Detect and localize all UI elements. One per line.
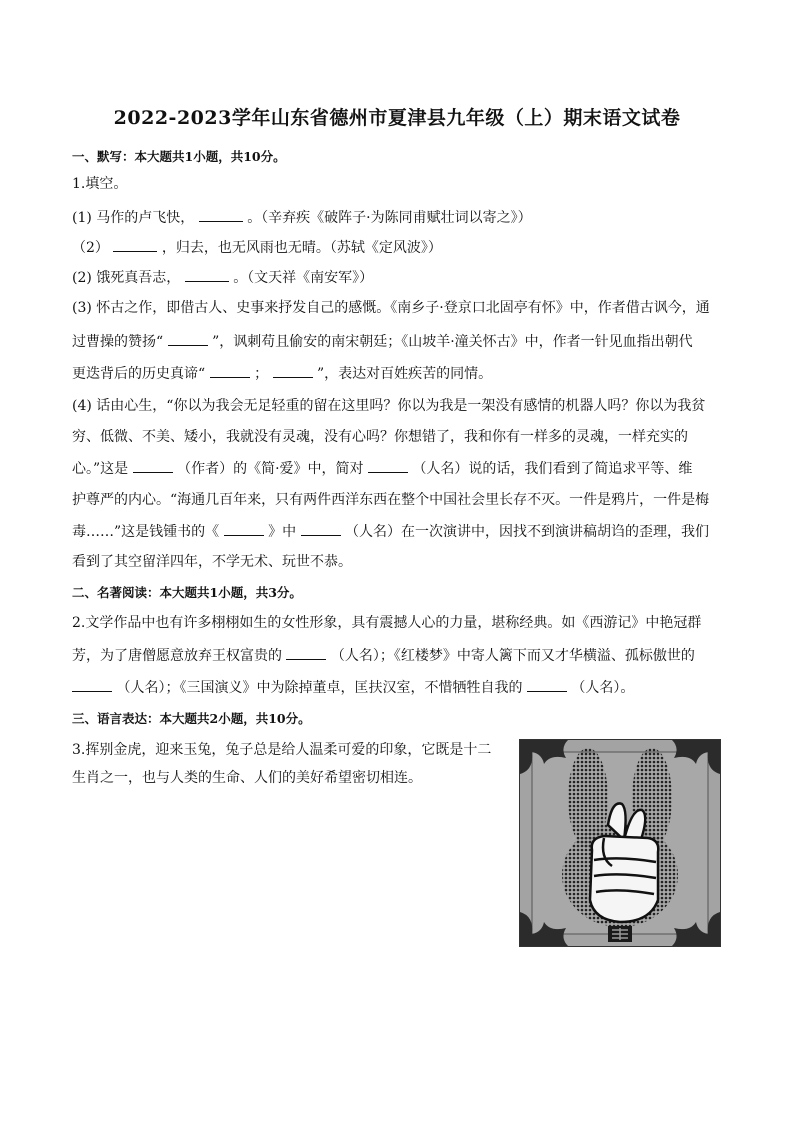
answer-blank[interactable] xyxy=(224,521,264,536)
q3-line-2: 生肖之一，也与人类的生命、人们的美好希望密切相连。 xyxy=(72,770,422,786)
section-heading-2: 二、名著阅读：本大题共1小题，共3分。 xyxy=(72,585,302,600)
answer-blank[interactable] xyxy=(273,363,313,378)
answer-blank[interactable] xyxy=(168,331,208,346)
q1-item-1: (1) 马作的卢飞快， 。（辛弃疾《破阵子·为陈同甫赋壮词以寄之》） xyxy=(72,207,532,228)
rabbit-hand-graphic xyxy=(520,740,720,946)
q1-item-3: (2) 饿死真吾志， 。（文天祥《南安军》） xyxy=(72,267,373,288)
q1-p4-line-5: 毒……”这是钱锺书的《 》中 （人名）在一次演讲中，因找不到演讲稿胡诌的歪理，我们 xyxy=(72,521,709,542)
section-heading-1: 一、默写：本大题共1小题，共10分。 xyxy=(72,149,286,164)
answer-blank[interactable] xyxy=(368,458,408,473)
answer-blank[interactable] xyxy=(527,677,567,692)
section-heading-3: 三、语言表达：本大题共2小题，共10分。 xyxy=(72,711,311,726)
answer-blank[interactable] xyxy=(113,237,157,252)
question-1-stem: 1.填空。 xyxy=(72,176,128,192)
answer-blank[interactable] xyxy=(286,645,326,660)
q1-p4-line-1: (4) 话由心生，“你以为我会无足轻重的留在这里吗？你以为我是一架没有感情的机器人吗？你以为我贫 xyxy=(72,398,706,414)
answer-blank[interactable] xyxy=(301,521,341,536)
q2-line-2: 芳，为了唐僧愿意放弃王权富贵的 （人名）；《红楼梦》中寄人篱下而又才华横溢、孤标傲世的 xyxy=(72,645,695,666)
answer-blank[interactable] xyxy=(199,207,243,222)
q1-p3-line-2: 过曹操的赞扬“ ”，讽刺苟且偷安的南宋朝廷；《山坡羊·潼关怀古》中，作者一针见血指出朝代 xyxy=(72,331,693,352)
answer-blank[interactable] xyxy=(185,267,229,282)
page-title: 2022-2023学年山东省德州市夏津县九年级（上）期末语文试卷 xyxy=(113,107,681,129)
rabbit-hand-illustration xyxy=(519,739,721,947)
q2-line-3: （人名）；《三国演义》中为除掉董卓，匡扶汉室，不惜牺牲自我的 （人名）。 xyxy=(72,677,634,698)
answer-blank[interactable] xyxy=(72,677,112,692)
q1-p4-line-2: 穷、低微、不美、矮小，我就没有灵魂，没有心吗？你想错了，我和你有一样多的灵魂，一样充实的 xyxy=(72,429,688,445)
q1-p4-line-4: 护尊严的内心。“海通几百年来，只有两件西洋东西在整个中国社会里长存不灭。一件是鸦片，一件是梅 xyxy=(72,492,710,508)
q3-line-1: 3.挥别金虎，迎来玉兔，兔子总是给人温柔可爱的印象，它既是十二 xyxy=(72,742,492,758)
answer-blank[interactable] xyxy=(210,363,250,378)
answer-blank[interactable] xyxy=(133,458,173,473)
q1-p4-line-6: 看到了其空留洋四年，不学无术、玩世不恭。 xyxy=(72,554,352,570)
q1-p3-line-3: 更迭背后的历史真谛“ ； ”，表达对百姓疾苦的同情。 xyxy=(72,363,492,384)
q1-item-2: （2） ，归去，也无风雨也无晴。（苏轼《定风波》） xyxy=(72,237,442,258)
q2-line-1: 2.文学作品中也有许多栩栩如生的女性形象，具有震撼人心的力量，堪称经典。如《西游记》中艳冠群 xyxy=(72,615,702,631)
q1-p4-line-3: 心。”这是 （作者）的《简·爱》中，简对 （人名）说的话，我们看到了简追求平等、维 xyxy=(72,458,692,479)
q1-p3-line-1: (3) 怀古之作，即借古人、史事来抒发自己的感慨。《南乡子·登京口北固亭有怀》中，作者借古讽今，通 xyxy=(72,300,710,316)
